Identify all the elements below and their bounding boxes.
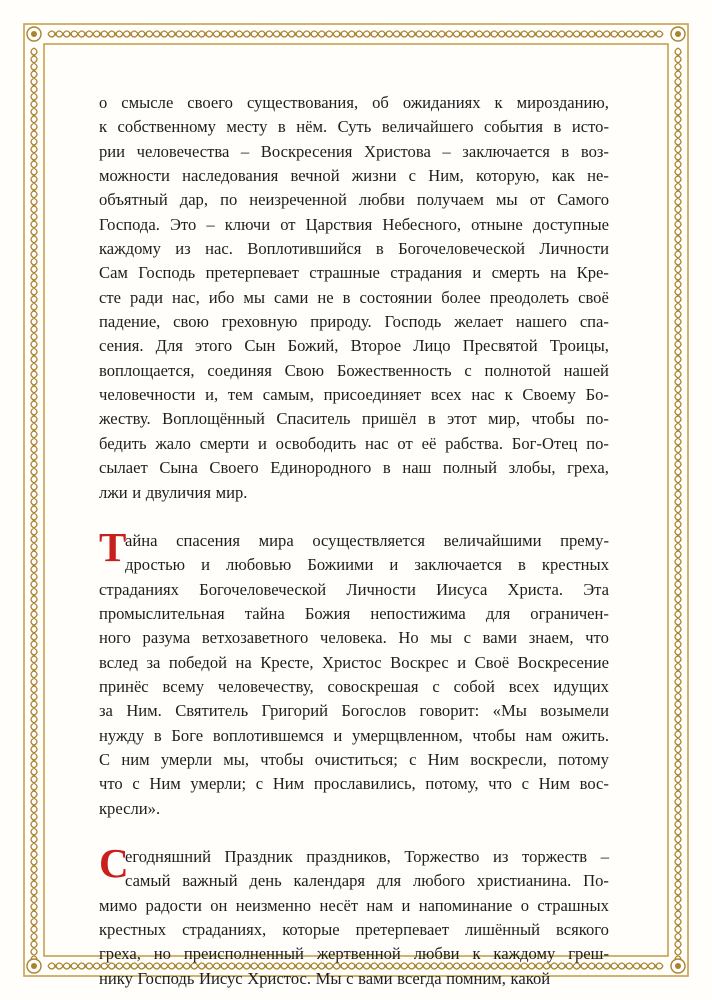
text-line: сте ради нас, ибо мы сами не в состоянии более преодолеть своё	[99, 287, 609, 307]
text-line: падение, свою греховную природу. Господь желает нашего спа-	[99, 312, 609, 332]
text-line: рии человечества – Воскресения Христова – заключается в воз-	[99, 141, 609, 161]
text-line: что с Ним умерли; с Ним прославились, потому, что с Ним вос-	[99, 774, 609, 794]
text-line: вслед за победой на Кресте, Христос Воскрес и Своё Воскресение	[99, 652, 609, 672]
text-line: сения. Для этого Сын Божий, Второе Лицо Пресвятой Троицы,	[99, 336, 609, 356]
drop-cap: С	[99, 839, 129, 886]
text-line: мимо радости он неизменно несёт нам и напоминание о страшных	[99, 895, 609, 915]
text-line: за Ним. Святитель Григорий Богослов говорит: «Мы возымели	[99, 701, 609, 721]
text-line: жеству. Воплощённый Спаситель пришёл в этот мир, чтобы по-	[99, 409, 609, 429]
text-line: можности наследования вечной жизни с Ним, которую, как не-	[99, 166, 609, 186]
text-line: воплощается, соединяя Свою Божественность с полнотой нашей	[99, 360, 609, 380]
drop-cap: Т	[99, 523, 127, 570]
text-line: Господа. Это – ключи от Царствия Небесного, отныне доступные	[99, 214, 609, 234]
page-text	[99, 91, 609, 991]
text-line: греха, но преисполненный жертвенной любви к каждому греш-	[99, 944, 609, 964]
text-line: крестных страданиях, которые претерпевает лишённый всякого	[99, 920, 609, 939]
text-line: человечности и, тем самым, присоединяет всех нас к Своему Бо-	[99, 385, 609, 405]
text-line: лжи и двуличия мир.	[99, 482, 248, 502]
text-line: айна спасения мира осуществляется величайшими прему-	[125, 530, 609, 550]
text-line: кресли».	[99, 798, 161, 818]
text-line: дростью и любовью Божиими и заключается в крестных	[125, 555, 609, 575]
text-line: самый важный день календаря для любого христианина. По-	[125, 871, 609, 891]
text-line: объятный дар, по неизреченной любви получаем мы от Самого	[99, 190, 609, 210]
text-line: каждому из нас. Воплотившийся в Богочеловеческой Личности	[99, 239, 609, 259]
text-line: о смысле своего существования, об ожиданиях к мирозданию,	[99, 93, 609, 112]
text-line: Сам Господь претерпевает страшные страдания и смерть на Кре-	[99, 263, 609, 283]
text-line: ного разума ветхозаветного человека. Но мы с вами знаем, что	[99, 628, 609, 648]
text-line: С ним умерли мы, чтобы очиститься; с Ним воскресли, потому	[99, 749, 609, 769]
text-line: нужду в Боге воплотившемся и умерщвленном, чтобы нам ожить.	[99, 725, 609, 745]
text-line: страданиях Богочеловеческой Личности Иисуса Христа. Эта	[99, 579, 609, 599]
text-line: егодняшний Праздник праздников, Торжество из торжеств –	[125, 846, 609, 866]
text-line: сылает Сына Своего Единородного в наш полный злобы, греха,	[99, 458, 609, 478]
paragraph-1	[99, 91, 609, 505]
paragraph-3	[99, 839, 609, 991]
text-line: к собственному месту в нём. Суть величайшего события в исто-	[99, 117, 609, 137]
text-line: нику Господь Иисус Христос. Мы с вами всегда помним, какой	[99, 968, 551, 988]
text-line: принёс всему человечеству, совоскрешая с собой всех идущих	[99, 676, 609, 696]
text-line: промыслительная тайна Божия непостижима для ограничен-	[99, 603, 609, 623]
text-line: бедить жало смерти и освободить нас от её рабства. Бог-Отец по-	[99, 433, 609, 453]
paragraph-2	[99, 523, 609, 821]
